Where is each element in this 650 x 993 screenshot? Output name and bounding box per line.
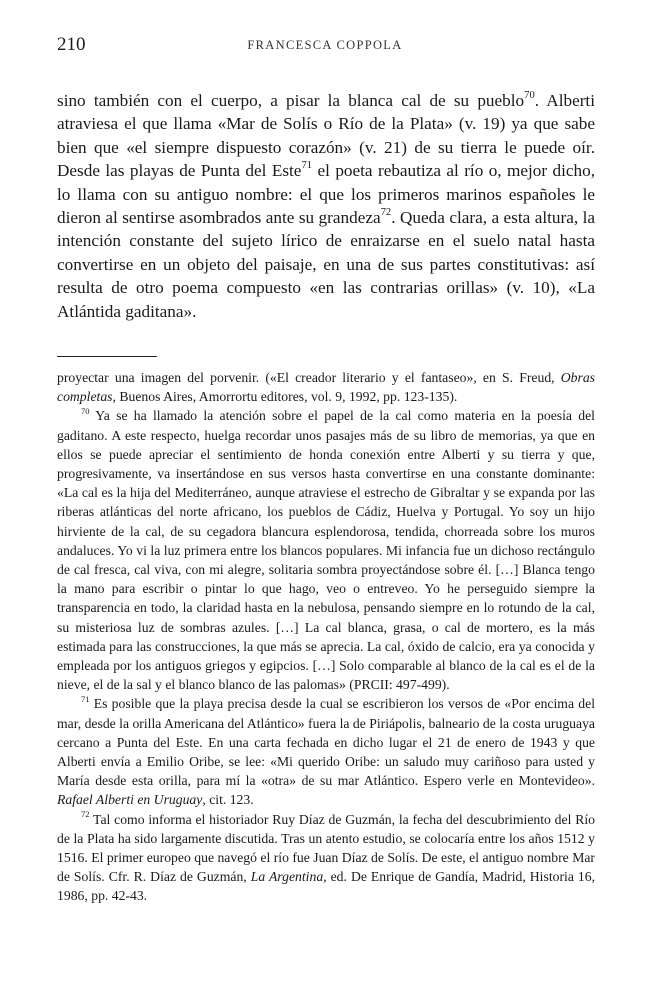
body-text-segment: . Alberti atraviesa el que llama «Mar de Solís o Río de la Plata» (v. 19) ya que sabe bien que «el siempre dispuesto corazón» (v. 21) de su tierra le puede oír. Desde las playas de Punta del Este (57, 91, 595, 181)
footnote-italic-title: La Argentina (250, 869, 324, 885)
footnote-ref-70[interactable]: 70 (524, 89, 535, 101)
footnote-71 (57, 694, 595, 809)
footnote-72 (57, 810, 595, 906)
footnote-70 (57, 406, 595, 694)
footnotes (57, 368, 595, 906)
running-head: FRANCESCA COPPOLA (247, 38, 403, 52)
body-text-segment: sino también con el cuerpo, a pisar la blanca cal de su pueblo (57, 91, 525, 110)
footnote-text: Tal como informa el historiador Ruy Díaz de Guzmán, la fecha del descubrimiento del Río de la Plata ha sido largamente discutida. Tras un atento estudio, se colocaría entre los años 1512 y 1516. El primer europeo que navegó el río fue Juan Díaz de Solís. De este, el antiguo nombre Mar de Solís. Cfr. R. Díaz de Guzmán, (57, 811, 595, 885)
footnote-text: Ya se ha llamado la atención sobre el papel de la cal como materia en la poesía del gaditano. A este respecto, huelga recordar unos pasajes más de su libro de memorias, ya que en ellos se puede apreciar el sentimiento de honda conexión entre Alberti y su tierra y que, progresivamente, va insertándose en sus versos hasta convertirse en una constante dominante: «La cal es la hija del Mediterráneo, aunque atraviese el estrecho de Gibraltar y se expanda por las riberas atlánticas del norte africano, los pueblos de Cádiz, Huelva y Portugal. Yo soy un hijo hirviente de la cal, de su cegadora blancura esplendorosa, tendida, chorreada sobre los muros andaluces. Yo vi la luz primera entre los blancos populares. Mi infancia fue un dichoso rectángulo de cal fresca, cal viva, con mi alegre, solitaria sombra proyectándose sobre él. […] Blanca tengo la mano para escribir o pintar lo que hago, veo o entreveo. Yo he perseguido siempre la transparencia en todo, la claridad hasta en la nebulosa, pensando siempre en lo rotundo de la cal, su misteriosa luz de sombras azules. […] La cal blanca, grasa, o cal de mortero, es la más estimada para las construcciones, la que más se aprecia. La cal, óxido de calcio, era ya conocida y empleada por los antiguos griegos y egipcios. […] Solo comparable al blanco de la cal es el de la nieve, el de la sal y el blanco blanco de las palomas» (PRCII: 497-499). (57, 408, 595, 693)
footnote-text: Es posible que la playa precisa desde la cual se escribieron los versos de «Por encima del mar, desde la orilla Americana del Atlántico» fuera la de Piriápolis, balneario de la costa uruguaya cercano a Punta del Este. En una carta fechada en dicho lugar el 21 de enero de 1943 y que Alberti envía a Emilio Oribe, se lee: «Mi querido Oribe: un saludo muy cariñoso para usted y María desde esta orilla, para mí la «otra» de su mar Atlántico. Espero verle en Montevideo». (57, 696, 596, 789)
footnote-text: proyectar una imagen del porvenir. («El creador literario y el fantaseo», en S. Freud, (57, 370, 561, 385)
footnote-continued (57, 368, 595, 406)
body-text-segment: . Queda clara, a esta altura, la intención constante del sujeto lírico de enraizarse en el suelo natal hasta convertirse en un objeto del paisaje, en una de sus partes constitutivas: así resulta de otro poema compuesto «en las contrarias orillas» (v. 10), «La Atlántida gaditana». (57, 208, 595, 321)
page-number: 210 (57, 34, 86, 55)
footnote-text: , Buenos Aires, Amorrortu editores, vol. 9, 1992, pp. 123-135). (112, 389, 458, 405)
body-text-segment: el poeta rebautiza al río o, mejor dicho, lo llama con su antiguo nombre: el que los primeros marinos españoles le dieron al sentirse asombrados ante su grandeza (57, 161, 596, 228)
footnote-italic-title: Rafael Alberti en Uruguay (57, 792, 203, 808)
footnote-number: 71 (81, 693, 90, 704)
footnote-text: , ed. De Enrique de Gandía, Madrid, Historia 16, 1986, pp. 42-43. (57, 869, 596, 904)
body-text (57, 89, 595, 323)
body-paragraph (57, 89, 595, 323)
footnote-separator (57, 356, 157, 357)
footnote-number: 70 (81, 405, 90, 416)
footnote-text: , cit. 123. (202, 792, 254, 808)
footnote-ref-71[interactable]: 71 (301, 159, 313, 171)
footnote-number: 72 (81, 808, 90, 819)
footnote-ref-72[interactable]: 72 (380, 206, 392, 218)
footnote-italic-title: Obras completas (57, 370, 595, 405)
